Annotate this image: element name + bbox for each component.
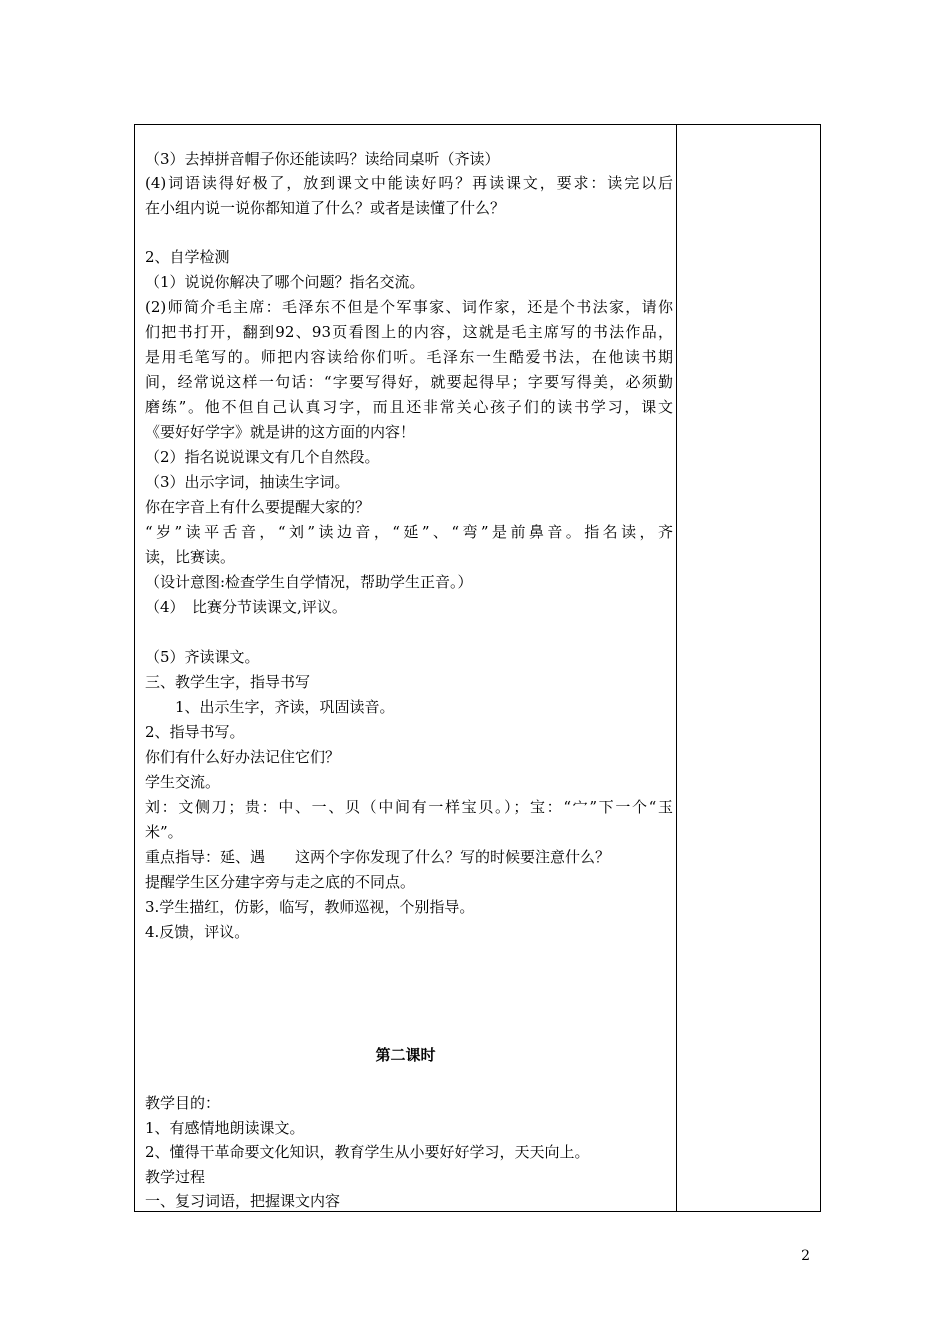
page-number: 2 [801,1248,810,1264]
text-line: 教学目的： [145,1094,221,1112]
text-line: 教学过程 [145,1168,206,1186]
text-line: 1、出示生字，齐读，巩固读音。 [145,698,395,716]
text-line: 《要好好学字》就是讲的这方面的内容！ [145,423,416,441]
text-line: （5）齐读课文。 [145,648,260,666]
text-line: 学生交流。 [145,773,221,791]
text-line: 是用毛笔写的。师把内容读给你们听。毛泽东一生酷爱书法，在他读书期 [145,348,673,366]
text-line: 3.学生描红，仿影，临写，教师巡视，个别指导。 [145,898,475,916]
text-line: (2)师简介毛主席：毛泽东不但是个军事家、词作家，还是个书法家，请你 [145,298,673,316]
lesson-plan-table [134,124,821,1212]
text-line: 2、指导书写。 [145,723,245,741]
text-line: 一、复习词语，把握课文内容 [145,1192,341,1210]
text-line: 刘：文侧刀；贵：中、一、贝（中间有一样宝贝。）；宝：“宀”下一个“玉 [145,798,673,816]
text-line: （设计意图:检查学生自学情况，帮助学生正音。） [145,573,473,591]
section-title: 第二课时 [375,1046,436,1064]
text-line: 4.反馈，评议。 [145,923,250,941]
text-line: (4)词语读得好极了，放到课文中能读好吗？再读课文，要求：读完以后 [145,174,673,192]
column-divider [676,125,677,1211]
text-line: （3）出示字词，抽读生字词。 [145,473,350,491]
text-line: 读，比赛读。 [145,548,236,566]
text-line: （3）去掉拼音帽子你还能读吗？读给同桌听（齐读） [145,150,500,168]
text-line: 提醒学生区分建字旁与走之底的不同点。 [145,873,416,891]
text-line: 米”。 [145,823,183,841]
text-line: 磨练”。他不但自己认真习字，而且还非常关心孩子们的读书学习，课文 [145,398,673,416]
text-line: 你在字音上有什么要提醒大家的？ [145,498,371,516]
text-line: “岁”读平舌音，“刘”读边音，“延”、“弯”是前鼻音。指名读，齐 [145,523,673,541]
text-line: 你们有什么好办法记住它们？ [145,748,341,766]
text-line: 们把书打开，翻到92、93页看图上的内容，这就是毛主席写的书法作品， [145,323,673,341]
text-line: 2、自学检测 [145,248,230,266]
text-line: （1）说说你解决了哪个问题？指名交流。 [145,273,425,291]
text-line: 在小组内说一说你都知道了什么？或者是读懂了什么？ [145,199,506,217]
text-line: 间，经常说这样一句话：“字要写得好，就要起得早；字要写得美，必须勤 [145,373,673,391]
text-line: 重点指导：延、遇 这两个字你发现了什么？写的时候要注意什么？ [145,848,611,866]
text-line: （4） 比赛分节读课文,评议。 [145,598,347,616]
text-line: （2）指名说说课文有几个自然段。 [145,448,380,466]
text-line: 2、懂得干革命要文化知识，教育学生从小要好好学习，天天向上。 [145,1143,590,1161]
text-line: 三、教学生字，指导书写 [145,673,311,691]
text-line: 1、有感情地朗读课文。 [145,1119,305,1137]
content-column [135,125,676,1211]
